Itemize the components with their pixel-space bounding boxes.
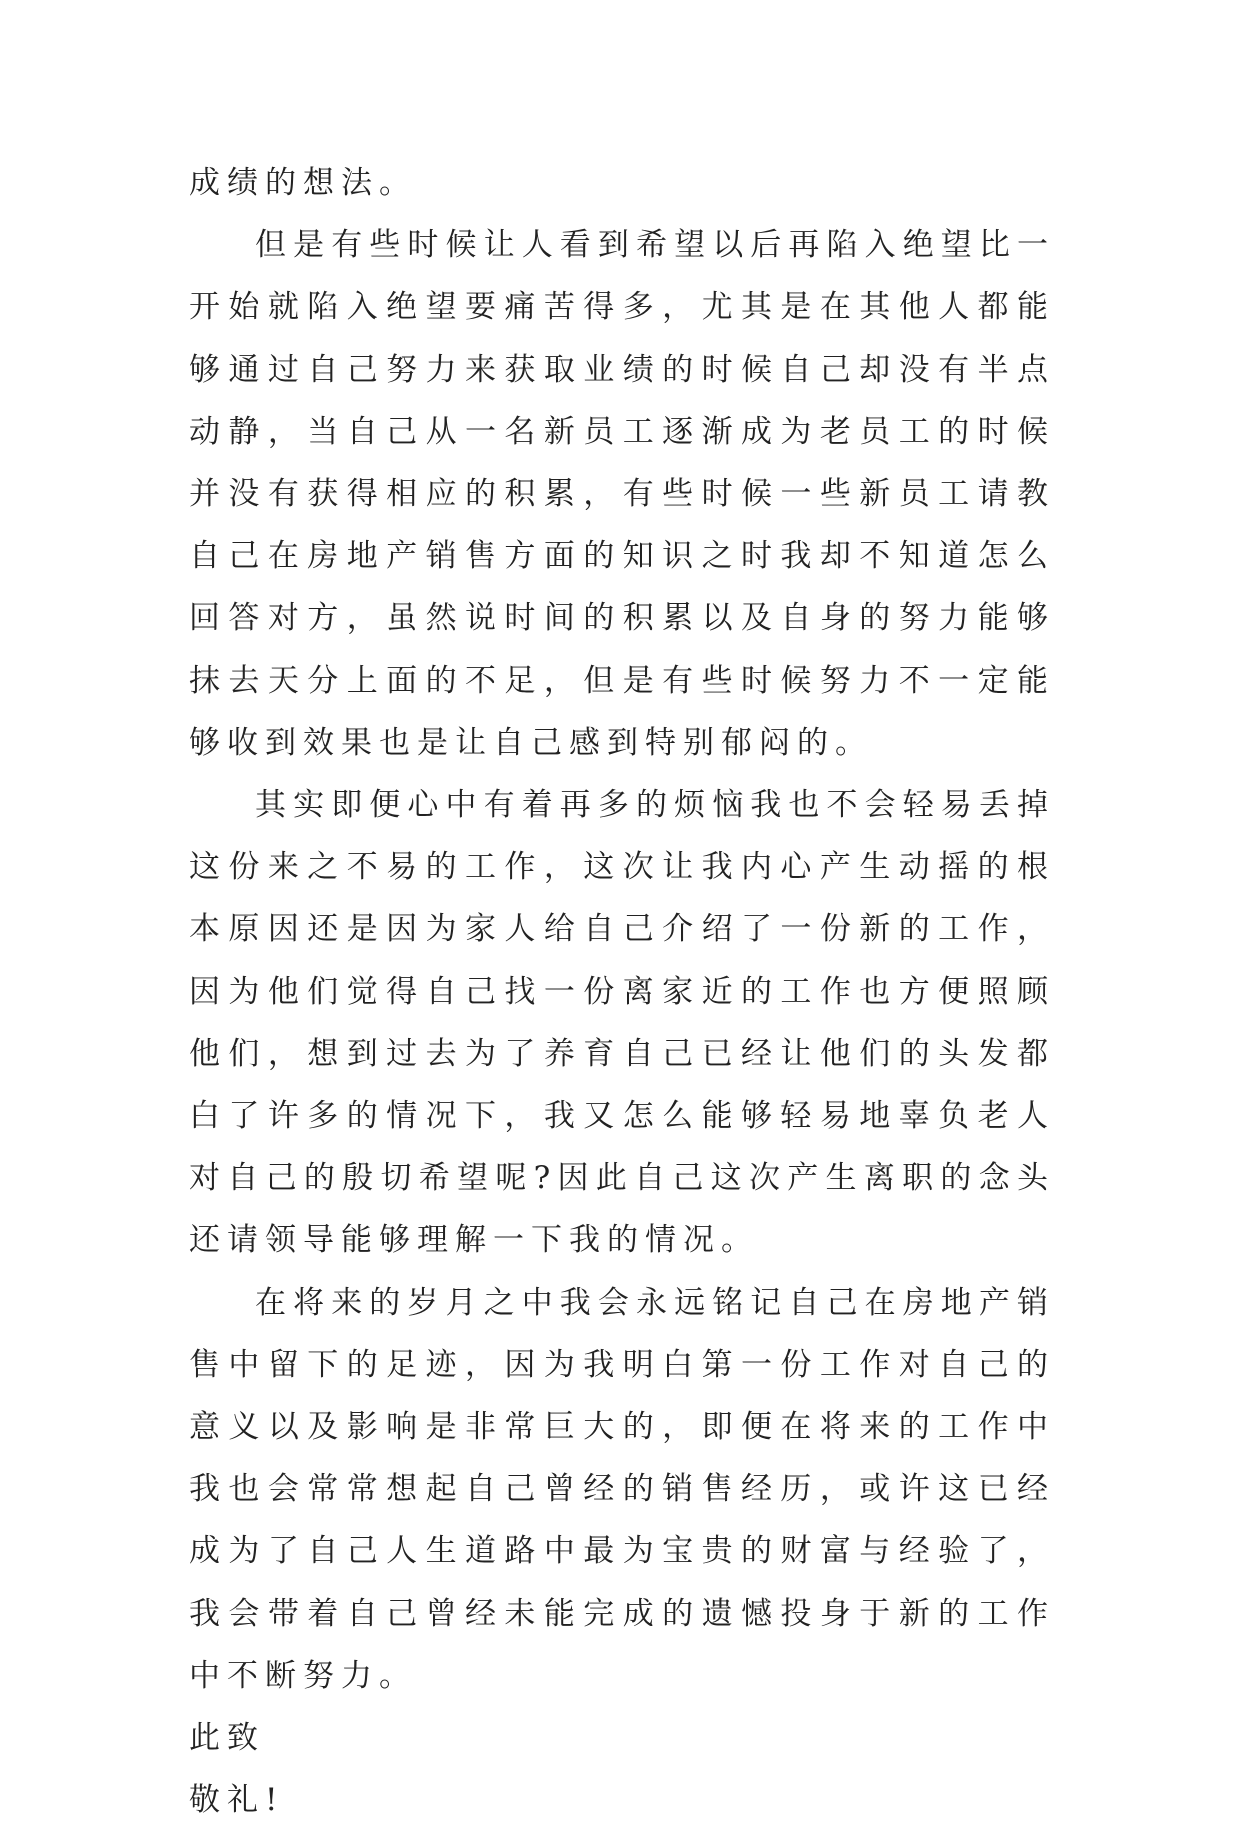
paragraph-continuation: 成绩的想法。 [189,165,417,201]
paragraph-future: 在将来的岁月之中我会永远铭记自己在房地产销售中留下的足迹，因为我明白第一份工作对自己的意义以及影响是非常巨大的，即便在将来的工作中我也会常常想起自己曾经的销售经历，或许这已经成为了自己人生道路中最为宝贵的财富与经验了，我会带着自己曾经未能完成的遗憾投身于新的工作中不断努力。 [189,1284,1055,1694]
closing-regards: 敬礼! [189,1782,285,1819]
closing-salutation: 此致 [189,1720,265,1757]
paragraph-disappointment: 但是有些时候让人看到希望以后再陷入绝望比一开始就陷入绝望要痛苦得多，尤其是在其他人都能够通过自己努力来获取业绩的时候自己却没有半点动静，当自己从一名新员工逐渐成为老员工的时候并没有获得相应的积累，有些时候一些新员工请教自己在房地产销售方面的知识之时我却不知道怎么回答对方，虽然说时间的积累以及自身的努力能够抹去天分上面的不足，但是有些时候努力不一定能够收到效果也是让自己感到特别郁闷的。 [189,227,1055,761]
paragraph-family-reason: 其实即便心中有着再多的烦恼我也不会轻易丢掉这份来之不易的工作，这次让我内心产生动摇的根本原因还是因为家人给自己介绍了一份新的工作，因为他们觉得自己找一份离家近的工作也方便照顾他们，想到过去为了养育自己已经让他们的头发都白了许多的情况下，我又怎么能够轻易地辜负老人对自己的殷切希望呢?因此自己这次产生离职的念头还请领导能够理解一下我的情况。 [189,787,1055,1259]
document-body [189,152,1055,1831]
